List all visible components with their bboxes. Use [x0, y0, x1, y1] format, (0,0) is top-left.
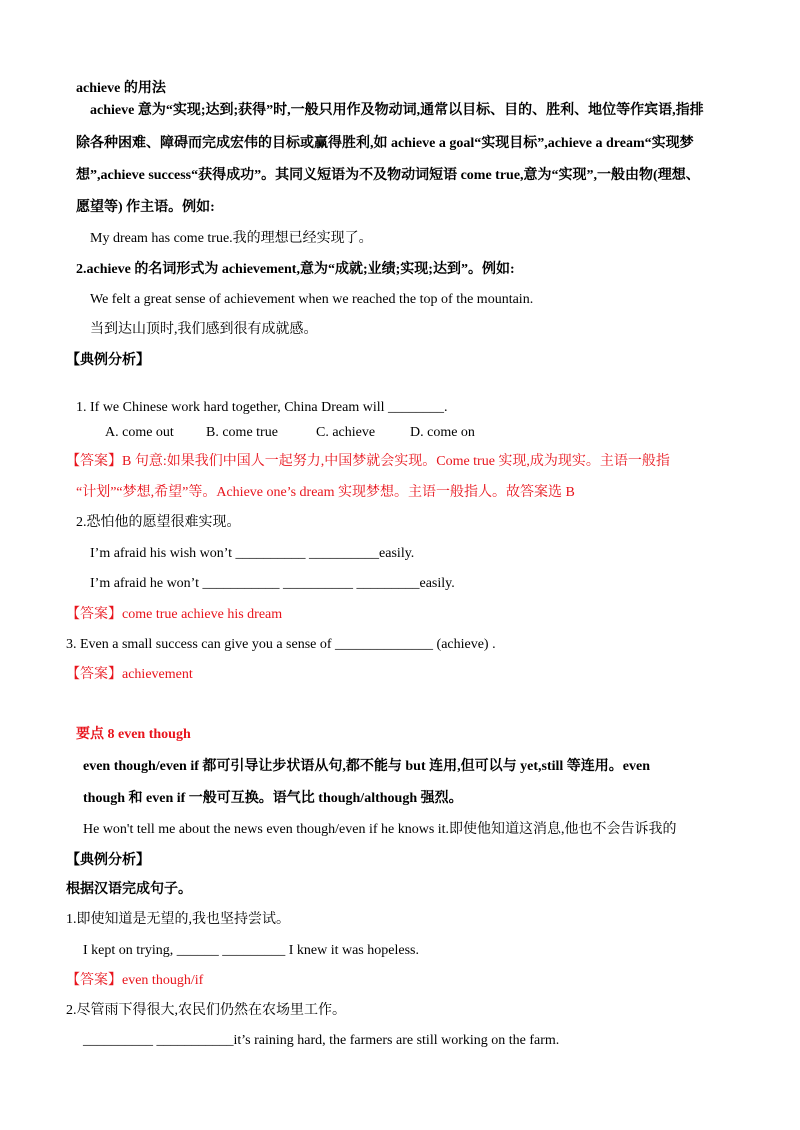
paragraph-line: even though/even if 都可引导让步状语从句,都不能与 but 连用,但可以与 yet,still 等连用。even: [83, 759, 650, 774]
example-sentence: We felt a great sense of achievement when we reached the top of the mountain.: [90, 292, 534, 307]
question-2-line-2: I’m afraid he won’t ___________ __________ _________easily.: [90, 576, 455, 591]
answer-2: 【答案】come true achieve his dream: [66, 607, 283, 622]
paragraph-line: 愿望等) 作主语。例如:: [76, 200, 215, 215]
answer-1: 【答案】B 句意:如果我们中国人一起努力,中国梦就会实现。Come true 实现,成为现实。主语一般指: [66, 454, 670, 469]
paragraph-line: 除各种困难、障碍而完成宏伟的目标或赢得胜利,如 achieve a goal“实现目标”,achieve a dream“实现梦: [76, 136, 694, 151]
option-a: A. come out: [105, 425, 174, 440]
question-2: 2.恐怕他的愿望很难实现。: [76, 515, 241, 530]
option-c: C. achieve: [316, 425, 376, 440]
question-1: 1. If we Chinese work hard together, China Dream will ________.: [76, 400, 448, 415]
paragraph-line: achieve 意为“实现;达到;获得”时,一般只用作及物动词,通常以目标、目的、胜利、地位等作宾语,指排: [90, 103, 704, 118]
paragraph-line: though 和 even if 一般可互换。语气比 though/although 强烈。: [83, 791, 463, 806]
paragraph-line: 想”,achieve success“获得成功”。其同义短语为不及物动词短语 come true,意为“实现”,一般由物(理想、: [76, 168, 700, 183]
option-b: B. come true: [206, 425, 278, 440]
example-translation: 当到达山顶时,我们感到很有成就感。: [90, 322, 318, 337]
question-1: 1.即使知道是无望的,我也坚持尝试。: [66, 912, 290, 927]
section-title-even-though: 要点 8 even though: [76, 727, 191, 742]
paragraph-line: 2.achieve 的名词形式为 achievement,意为“成就;业绩;实现;达到”。例如:: [76, 262, 515, 277]
question-1-line: I kept on trying, ______ _________ I knew it was hopeless.: [83, 943, 419, 958]
answer-3: 【答案】achievement: [66, 667, 193, 682]
question-2-line-1: I’m afraid his wish won’t __________ __________easily.: [90, 546, 415, 561]
section-heading-examples: 【典例分析】: [66, 853, 150, 868]
question-3: 3. Even a small success can give you a sense of ______________ (achieve) .: [66, 637, 496, 652]
question-2-line: __________ ___________it’s raining hard, the farmers are still working on the farm.: [83, 1033, 560, 1048]
question-2: 2.尽管雨下得很大,农民们仍然在农场里工作。: [66, 1003, 346, 1018]
instruction: 根据汉语完成句子。: [66, 882, 192, 897]
section-heading-examples: 【典例分析】: [66, 353, 150, 368]
answer-1-continued: “计划”“梦想,希望”等。Achieve one’s dream 实现梦想。主语一般指人。故答案选 B: [76, 485, 575, 500]
section-title-achieve: achieve 的用法: [76, 81, 166, 96]
question-1-options: [105, 423, 475, 443]
example-sentence: He won't tell me about the news even though/even if he knows it.即使他知道这消息,他也不会告诉我的: [83, 822, 677, 837]
example-sentence: My dream has come true.我的理想已经实现了。: [90, 231, 373, 246]
option-d: D. come on: [410, 425, 475, 440]
answer-1: 【答案】even though/if: [66, 973, 204, 988]
